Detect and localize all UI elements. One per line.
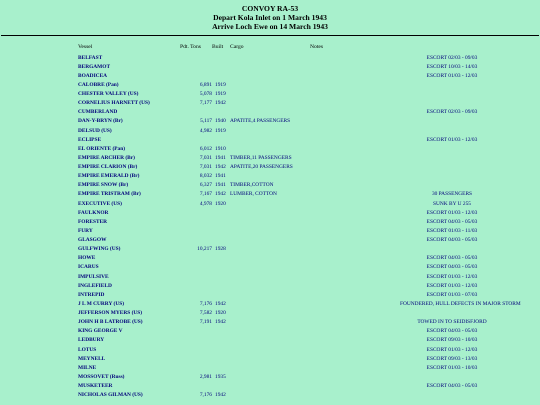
- cell-tons: 7,177: [199, 100, 212, 107]
- cell-vessel: IMPULSIVE: [78, 273, 109, 280]
- table-row: [0, 54, 540, 63]
- cell-vessel: JEFFERSON MYERS (US): [78, 310, 143, 316]
- cell-built: 1942: [215, 300, 226, 307]
- cell-tons: 4,978: [199, 200, 212, 207]
- table-row: [0, 318, 540, 327]
- table-row: [0, 346, 540, 355]
- cell-vessel: EXECUTIVE (US): [78, 200, 122, 207]
- cell-built: 1920: [215, 200, 226, 207]
- cell-tons: 7,031: [199, 164, 212, 170]
- cell-vessel: DELSUD (US): [78, 127, 112, 134]
- table-row: [0, 200, 540, 209]
- cell-vessel: JOHN H B LATROBE (US): [78, 319, 143, 326]
- cell-notes: ESCORT 04/03 - 05/03: [426, 264, 478, 271]
- cell-tons: 7,031: [199, 154, 212, 161]
- cell-built: 1919: [215, 127, 226, 134]
- cell-notes: ESCORT 04/03 - 05/03: [426, 383, 478, 389]
- cell-vessel: MEYNELL: [78, 355, 106, 362]
- table-row: [0, 99, 540, 108]
- table-row: [0, 336, 540, 345]
- column-header-notes: Notes: [310, 44, 324, 50]
- cell-built: 1920: [215, 310, 226, 316]
- table-row: [0, 117, 540, 126]
- cell-vessel: CORNELIUS HARNETT (US): [78, 100, 150, 107]
- cell-vessel: MILNE: [78, 364, 97, 371]
- cell-notes: TOWED IN TO SEIDISFJORD: [417, 319, 487, 326]
- cell-built: 1941: [215, 154, 226, 161]
- cell-vessel: LEDBURY: [78, 337, 105, 344]
- table-row: [0, 81, 540, 90]
- cell-notes: ESCORT 04/03 - 05/03: [426, 255, 478, 262]
- cell-vessel: EMPIRE SNOW (Br): [78, 182, 129, 189]
- cell-notes: ESCORT 10/03 - 14/03: [426, 63, 478, 70]
- table-row: [0, 364, 540, 373]
- cell-notes: ESCORT 01/03 - 10/03: [426, 364, 478, 371]
- header-divider: [1, 35, 539, 36]
- cell-cargo: APATITE,4 PASSENGERS: [230, 118, 291, 125]
- cell-cargo: TIMBER,11 PASSENGERS: [230, 154, 292, 161]
- cell-vessel: KING GEORGE V: [78, 328, 123, 335]
- cell-built: 1910: [215, 145, 226, 152]
- cell-tons: 7,191: [199, 319, 212, 326]
- cell-vessel: GULFWING (US): [78, 246, 121, 253]
- cell-vessel: BOADICEA: [78, 72, 108, 79]
- cell-notes: ESCORT 01/03 - 12/03: [426, 346, 478, 353]
- cell-vessel: EL ORIENTE (Pan): [78, 145, 126, 152]
- table-row: [0, 291, 540, 300]
- table-row: [0, 154, 540, 163]
- cell-built: 1919: [215, 91, 226, 97]
- cell-notes: SUNK BY U 255: [433, 200, 471, 207]
- table-row: [0, 355, 540, 364]
- cell-cargo: LUMBER, COTTON: [230, 191, 277, 198]
- column-header-vessel: Vessel: [78, 44, 93, 50]
- cell-vessel: EMPIRE EMERALD (Br): [78, 173, 140, 180]
- cell-notes: FOUNDERED, HULL DEFECTS IN MAJOR STORM: [400, 300, 521, 307]
- table-row: [0, 90, 540, 99]
- table-row: [0, 273, 540, 282]
- cell-built: 1940: [215, 118, 226, 125]
- cell-notes: ESCORT 04/03 - 05/03: [426, 237, 478, 243]
- cell-cargo: TIMBER,COTTON: [230, 182, 274, 189]
- table-row: [0, 181, 540, 190]
- table-row: [0, 63, 540, 72]
- table-row: [0, 254, 540, 263]
- cell-vessel: EMPIRE CLARION (Br): [78, 164, 138, 170]
- cell-vessel: DAN-Y-BRYN (Br): [78, 118, 123, 125]
- cell-built: 1919: [215, 81, 226, 88]
- cell-vessel: BERGAMOT: [78, 63, 111, 70]
- table-row: [0, 263, 540, 272]
- cell-tons: 7,176: [199, 392, 212, 399]
- cell-tons: 6,012: [199, 145, 212, 152]
- column-header-tons: Pdt. Tons: [180, 44, 201, 50]
- table-row: [0, 127, 540, 136]
- cell-tons: 7,582: [199, 310, 212, 316]
- cell-tons: 8,032: [199, 173, 212, 180]
- cell-tons: 5,117: [200, 118, 212, 125]
- table-row: [0, 245, 540, 254]
- cell-built: 1942: [215, 164, 226, 170]
- cell-built: 1942: [215, 100, 226, 107]
- cell-vessel: GLASGOW: [78, 237, 107, 243]
- cell-built: 1935: [215, 373, 226, 380]
- table-row: [0, 373, 540, 382]
- table-row: [0, 136, 540, 145]
- cell-notes: 30 PASSENGERS: [431, 191, 473, 198]
- table-row: [0, 209, 540, 218]
- cell-notes: ESCORT 01/03 - 07/03: [426, 291, 478, 298]
- cell-built: 1942: [215, 392, 226, 399]
- cell-tons: 6,891: [199, 81, 212, 88]
- cell-vessel: CUMBERLAND: [78, 109, 118, 116]
- cell-vessel: FORESTER: [78, 218, 108, 225]
- cell-vessel: ICARUS: [78, 264, 99, 271]
- table-row: [0, 72, 540, 81]
- cell-notes: ESCORT 01/03 - 12/03: [426, 282, 478, 289]
- cell-vessel: ECLIPSE: [78, 136, 102, 143]
- cell-vessel: CHESTER VALLEY (US): [78, 91, 139, 97]
- cell-notes: ESCORT 09/03 - 13/03: [426, 355, 478, 362]
- cell-tons: 2,981: [199, 373, 212, 380]
- cell-notes: ESCORT 01/03 - 11/03: [426, 227, 478, 234]
- table-row: [0, 382, 540, 391]
- vessel-table: [0, 54, 540, 401]
- table-row: [0, 300, 540, 309]
- cell-vessel: INGLEFIELD: [78, 282, 112, 289]
- table-row: [0, 309, 540, 318]
- cell-vessel: NICHOLAS GILMAN (US): [78, 392, 143, 399]
- table-row: [0, 145, 540, 154]
- cell-built: 1941: [215, 173, 226, 180]
- cell-built: 1928: [215, 246, 226, 253]
- cell-tons: 5,078: [199, 91, 212, 97]
- table-row: [0, 227, 540, 236]
- page-header: [0, 4, 540, 32]
- column-header-built: Built: [212, 44, 224, 50]
- cell-notes: ESCORT 02/03 - 09/03: [426, 54, 478, 61]
- cell-notes: ESCORT 04/03 - 05/03: [426, 328, 478, 335]
- column-header-cargo: Cargo: [230, 44, 244, 50]
- cell-vessel: MUSKETEER: [78, 383, 113, 389]
- table-row: [0, 190, 540, 199]
- cell-vessel: FURY: [78, 227, 93, 234]
- table-row: [0, 282, 540, 291]
- cell-vessel: HOWE: [78, 255, 96, 262]
- cell-vessel: BELFAST: [78, 54, 103, 61]
- cell-notes: ESCORT 01/03 - 12/03: [426, 273, 478, 280]
- cell-vessel: FAULKNOR: [78, 209, 109, 216]
- table-row: [0, 236, 540, 245]
- cell-built: 1941: [215, 182, 226, 189]
- cell-tons: 7,167: [199, 191, 212, 198]
- cell-built: 1942: [215, 319, 226, 326]
- depart-line: Depart Kola Inlet on 1 March 1943: [213, 13, 327, 23]
- cell-tons: 6,327: [199, 182, 212, 189]
- table-row: [0, 163, 540, 172]
- cell-tons: 7,176: [199, 300, 212, 307]
- cell-vessel: EMPIRE ARCHER (Br): [78, 154, 135, 161]
- table-row: [0, 172, 540, 181]
- cell-cargo: APATITE,20 PASSENGERS: [230, 164, 293, 170]
- cell-notes: ESCORT 09/03 - 10/03: [426, 337, 478, 344]
- cell-notes: ESCORT 01/03 - 12/03: [426, 72, 478, 79]
- cell-notes: ESCORT 01/03 - 12/03: [426, 136, 478, 143]
- page-title: CONVOY RA-53: [241, 4, 299, 13]
- table-row: [0, 327, 540, 336]
- table-row: [0, 108, 540, 117]
- table-row: [0, 391, 540, 400]
- cell-notes: ESCORT 01/03 - 12/03: [426, 209, 478, 216]
- cell-vessel: LOTUS: [78, 346, 97, 353]
- cell-vessel: INTREPID: [78, 291, 105, 298]
- cell-notes: ESCORT 04/03 - 05/03: [426, 218, 478, 225]
- arrive-line: Arrive Loch Ewe on 14 March 1943: [212, 22, 328, 32]
- table-row: [0, 218, 540, 227]
- cell-vessel: MOSSOVET (Russ): [78, 373, 125, 380]
- cell-tons: 4,982: [199, 127, 212, 134]
- cell-notes: ESCORT 02/03 - 09/03: [426, 109, 478, 116]
- cell-built: 1942: [215, 191, 226, 198]
- cell-tons: 10,217: [197, 246, 212, 253]
- cell-vessel: CALOBRE (Pan): [78, 81, 119, 88]
- cell-vessel: J L M CURRY (US): [78, 300, 125, 307]
- cell-vessel: EMPIRE TRISTRAM (Br): [78, 191, 141, 198]
